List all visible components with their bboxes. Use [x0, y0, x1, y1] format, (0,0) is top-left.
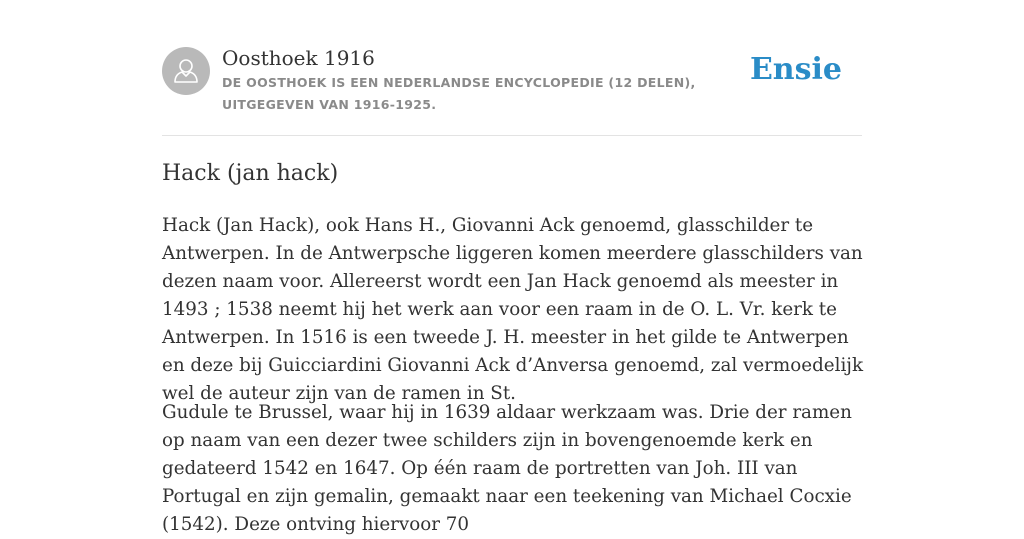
source-title[interactable]: Oosthoek 1916	[222, 46, 375, 70]
source-description: DE OOSTHOEK IS EEN NEDERLANDSE ENCYCLOPEDIE (12 DELEN), UITGEGEVEN VAN 1916-1925.	[222, 75, 696, 112]
article-title: Hack (jan hack)	[162, 161, 339, 186]
source-header	[162, 42, 862, 136]
article-paragraph: Hack (Jan Hack), ook Hans H., Giovanni Ack genoemd, glasschilder te Antwerpen. In de Antwerpsche liggeren komen meerdere glasschilders van dezen naam voor. Allereerst wordt een Jan Hack genoemd als meester in 1493 ; 1538 neemt hij het werk aan voor een raam in de O. L. Vr. kerk te Antwerpen. In 1516 is een tweede J. H. meester in het gilde te Antwerpen en deze bij Guicciardini Giovanni Ack d’Anversa genoemd, zal vermoedelijk wel de auteur zijn van de ramen in St.	[162, 215, 864, 404]
brand-logo[interactable]: Ensie	[749, 52, 842, 87]
avatar[interactable]	[162, 47, 210, 95]
article-paragraph: Gudule te Brussel, waar hij in 1639 aldaar werkzaam was. Drie der ramen op naam van een dezer twee schilders zijn in bovengenoemde kerk en gedateerd 1542 en 1647. Op één raam de portretten van Joh. III van Portugal en zijn gemalin, gemaakt naar een teekening van Michael Cocxie (1542). Deze ontving hiervoor 70	[162, 402, 852, 535]
user-silhouette-icon	[162, 47, 210, 95]
